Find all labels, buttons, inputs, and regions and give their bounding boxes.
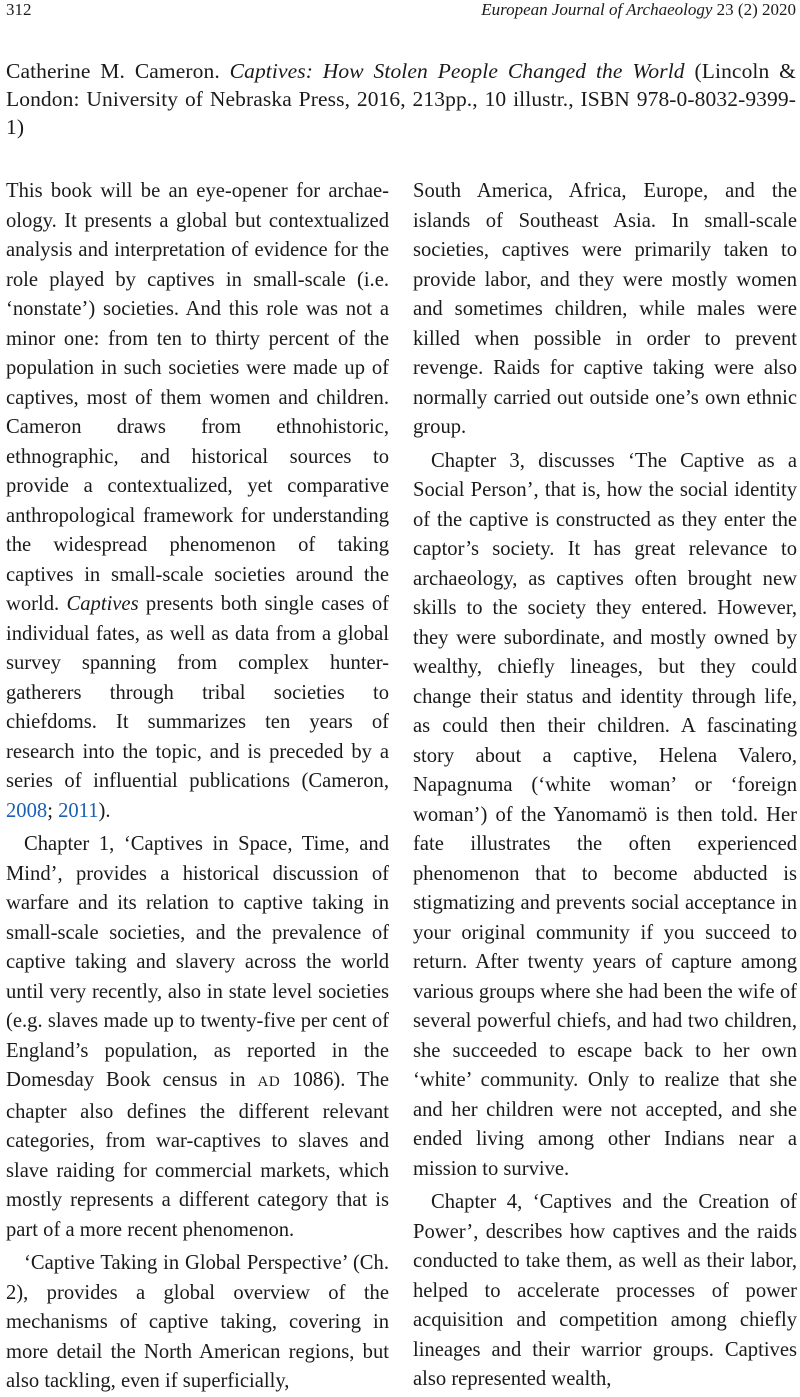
volume-issue: 23 (2) 2020 [716, 0, 796, 19]
running-head [6, 0, 796, 24]
paragraph-1: This book will be an eye-opener for archaeology. It presents a global but contextualized analysis and interpretation of evidence for the role played by captives in small-scale (i.e. ‘nonstate’) societies. And this role was not a minor one: from ten to thirty percent of the population in such societies were made up of captives, most of them women and children. Cameron draws from ethnohistoric, ethnographic, and historical sources to provide a contextualized, yet comparative anthropological framework for understanding the widespread phenomenon of taking captives in small-scale societies around the world. Captives presents both single cases of individual fates, as well as data from a global survey spanning from complex hunter-gatherers through tribal societies to chiefdoms. It summarizes ten years of research into the topic, and is preceded by a series of influential publications (Cameron, 2008; 2011). [6, 180, 389, 822]
paragraph-3-continued: South America, Africa, Europe, and the islands of Southeast Asia. In small-scale societies, captives were primarily taken to provide labor, and they were mostly women and sometimes children, while males were killed when possible in order to prevent revenge. Raids for captive taking were also normally carried out outside one’s own ethnic group. [413, 180, 797, 438]
citation-details: (Lincoln & London: University of Nebraska Press, 2016, 213pp., 10 illustr., ISBN 978-0-8032-9399-1) [6, 59, 797, 139]
paragraph-2: Chapter 1, ‘Captives in Space, Time, and Mind’, provides a historical discussion of warfare and its relation to captive taking in small-scale societies, and the prevalence of captive taking and slavery across the world until very recently, also in state level societies (e.g. slaves made up to twenty-five per cent of England’s population, as reported in the Domesday Book census in AD 1086). The chapter also defines the different relevant categories, from war-captives to slaves and slave raiding for commercial markets, which mostly represents a different category that is part of a more recent phenomenon. [6, 833, 389, 1241]
citation-title: Captives: How Stolen People Changed the World [229, 59, 685, 83]
ad-small-caps: AD [257, 1074, 281, 1090]
left-column [6, 177, 389, 1397]
reference-link-2008[interactable]: 2008 [6, 799, 48, 822]
journal-name: European Journal of Archaeology [481, 0, 713, 19]
journal-reference [481, 0, 796, 24]
paragraph-4: Chapter 3, discusses ‘The Captive as a Social Person’, that is, how the social identity of the captive is constructed as they enter the captor’s society. It has great relevance to archaeology, as captives often brought new skills to the society they entered. However, they were subordinate, and mostly owned by wealthy, chiefly lineages, but they could change their status and identity through life, as could then their children. A fascinating story about a captive, Helena Valero, Napagnuma (‘white woman’ or ‘foreign woman’) of the Yanomamö is then told. Her fate illustrates the often experienced phenomenon that to become abducted is stigmatizing and prevents social acceptance in your original community if you succeed to return. After twenty years of capture among various groups where she had been the wife of several powerful chiefs, and had two children, she succeeded to escape back to her own ‘white’ community. Only to realize that she and her children were not accepted, and she ended living among other Indians near a mission to survive. [413, 449, 797, 1180]
book-citation [6, 57, 796, 141]
citation-author: Catherine M. Cameron. [6, 59, 220, 83]
right-column [413, 177, 797, 1395]
paragraph-3: ‘Captive Taking in Global Perspective’ (Ch. 2), provides a global overview of the mechanisms of captive taking, covering in more detail the North American regions, but also tackling, even if superficially, [6, 1252, 389, 1392]
book-title-italic: Captives [66, 593, 139, 615]
page-number: 312 [6, 0, 32, 19]
paragraph-5: Chapter 4, ‘Captives and the Creation of Power’, describes how captives and the raids conducted to take them, as well as their labor, helped to accelerate processes of power acquisition and competition among chiefly lineages and their warrior groups. Captives also represented wealth, [413, 1191, 797, 1390]
reference-link-2011[interactable]: 2011 [58, 799, 99, 822]
